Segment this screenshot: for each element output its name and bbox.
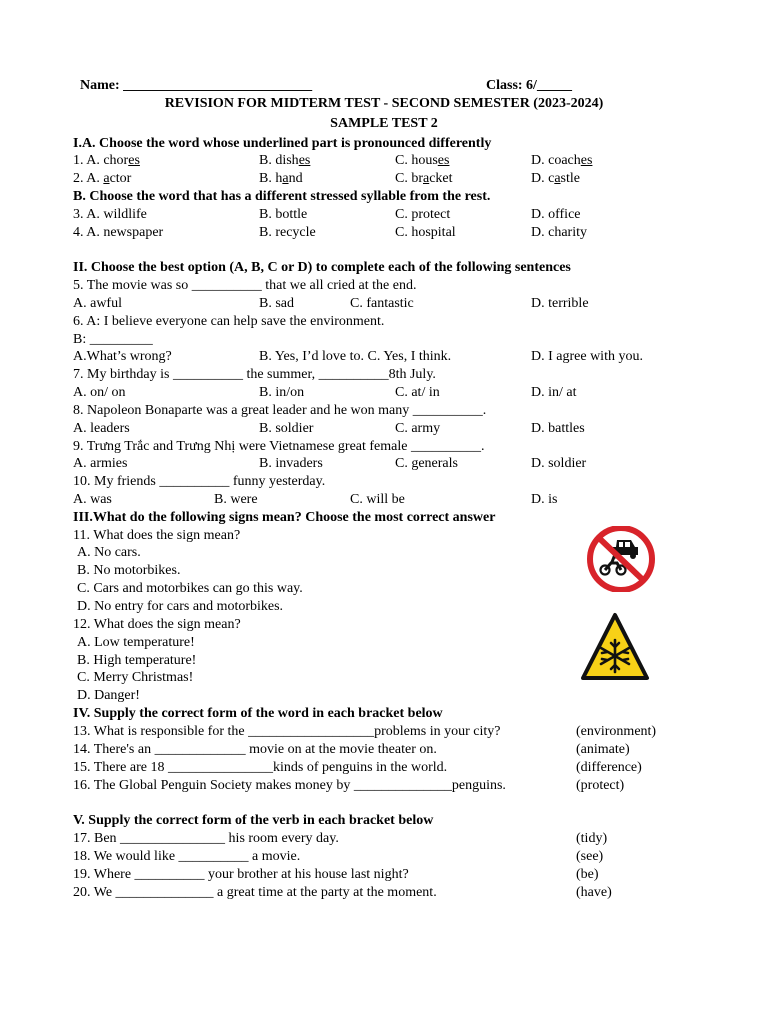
q19-text: 19. Where __________ your brother at his house last night? xyxy=(73,867,409,882)
name-field-label: Name: ___________________________ xyxy=(80,78,313,93)
no-cars-motorbikes-sign-icon xyxy=(586,526,656,592)
q5-option-b: B. sad xyxy=(259,296,294,311)
q11-option-c: C. Cars and motorbikes can go this way. xyxy=(77,581,303,596)
q14-hint: (animate) xyxy=(576,742,630,757)
q6-option-a: A.What’s wrong? xyxy=(73,349,172,364)
q3-option-a: 3. A. wildlife xyxy=(73,207,147,222)
q10-option-a: A. was xyxy=(73,492,112,507)
q3-option-c: C. protect xyxy=(395,207,451,222)
q7-stem: 7. My birthday is __________ the summer, __________8th July. xyxy=(73,367,436,382)
q1-option-b: B. dishes xyxy=(259,153,311,168)
q8-option-b: B. soldier xyxy=(259,421,314,436)
class-field-label: Class: 6/_____ xyxy=(486,78,572,93)
q12-option-d: D. Danger! xyxy=(77,688,140,703)
q2-option-c: C. bracket xyxy=(395,171,453,186)
q7-option-d: D. in/ at xyxy=(531,385,577,400)
q18-text: 18. We would like __________ a movie. xyxy=(73,849,301,864)
q1-option-a: 1. A. chores xyxy=(73,153,140,168)
q10-stem: 10. My friends __________ funny yesterday. xyxy=(73,474,326,489)
q6-option-b-c: B. Yes, I’d love to. C. Yes, I think. xyxy=(259,349,452,364)
q20-hint: (have) xyxy=(576,885,612,900)
q8-stem: 8. Napoleon Bonaparte was a great leader and he won many __________. xyxy=(73,403,487,418)
q15-text: 15. There are 18 _______________kinds of penguins in the world. xyxy=(73,760,448,775)
q12-option-a: A. Low temperature! xyxy=(77,635,195,650)
q9-option-b: B. invaders xyxy=(259,456,323,471)
q11-stem: 11. What does the sign mean? xyxy=(73,528,241,543)
section-1a-heading: I.A. Choose the word whose underlined part is pronounced differently xyxy=(73,136,492,151)
q4-option-c: C. hospital xyxy=(395,225,456,240)
q12-stem: 12. What does the sign mean? xyxy=(73,617,241,632)
q9-stem: 9. Trưng Trắc and Trưng Nhị were Vietnamese great female __________. xyxy=(73,439,485,454)
q4-option-d: D. charity xyxy=(531,225,587,240)
section-1b-heading: B. Choose the word that has a different stressed syllable from the rest. xyxy=(73,189,491,204)
q12-option-b: B. High temperature! xyxy=(77,653,197,668)
q14-text: 14. There's an _____________ movie on at the movie theater on. xyxy=(73,742,437,757)
q17-hint: (tidy) xyxy=(576,831,608,846)
q1-option-c: C. houses xyxy=(395,153,450,168)
q17-text: 17. Ben _______________ his room every day. xyxy=(73,831,339,846)
q7-option-a: A. on/ on xyxy=(73,385,126,400)
q4-option-a: 4. A. newspaper xyxy=(73,225,164,240)
q10-option-c: C. will be xyxy=(350,492,405,507)
q10-option-d: D. is xyxy=(531,492,558,507)
q5-option-c: C. fantastic xyxy=(350,296,414,311)
q19-hint: (be) xyxy=(576,867,599,882)
q6-stem: 6. A: I believe everyone can help save the environment. xyxy=(73,314,385,329)
q3-option-d: D. office xyxy=(531,207,581,222)
q9-option-d: D. soldier xyxy=(531,456,587,471)
q18-hint: (see) xyxy=(576,849,604,864)
q5-stem: 5. The movie was so __________ that we all cried at the end. xyxy=(73,278,417,293)
q9-option-c: C. generals xyxy=(395,456,458,471)
q7-option-c: C. at/ in xyxy=(395,385,440,400)
q16-text: 16. The Global Penguin Society makes money by ______________penguins. xyxy=(73,778,506,793)
section-3-heading: III.What do the following signs mean? Choose the most correct answer xyxy=(73,510,496,525)
q5-option-a: A. awful xyxy=(73,296,122,311)
page-subtitle: SAMPLE TEST 2 xyxy=(330,116,438,131)
q13-hint: (environment) xyxy=(576,724,657,739)
q10-option-b: B. were xyxy=(214,492,258,507)
q11-option-b: B. No motorbikes. xyxy=(77,563,181,578)
q8-option-c: C. army xyxy=(395,421,441,436)
section-2-heading: II. Choose the best option (A, B, C or D) to complete each of the following sentences xyxy=(73,260,571,275)
q9-option-a: A. armies xyxy=(73,456,128,471)
q3-option-b: B. bottle xyxy=(259,207,308,222)
q2-option-d: D. castle xyxy=(531,171,580,186)
q2-option-b: B. hand xyxy=(259,171,303,186)
q2-option-a: 2. A. actor xyxy=(73,171,132,186)
q8-option-d: D. battles xyxy=(531,421,585,436)
q8-option-a: A. leaders xyxy=(73,421,130,436)
q15-hint: (difference) xyxy=(576,760,642,775)
q4-option-b: B. recycle xyxy=(259,225,316,240)
q7-option-b: B. in/on xyxy=(259,385,305,400)
section-5-heading: V. Supply the correct form of the verb in each bracket below xyxy=(73,813,434,828)
q11-option-a: A. No cars. xyxy=(77,545,141,560)
q16-hint: (protect) xyxy=(576,778,625,793)
section-4-heading: IV. Supply the correct form of the word in each bracket below xyxy=(73,706,443,721)
q20-text: 20. We ______________ a great time at the party at the moment. xyxy=(73,885,437,900)
q12-option-c: C. Merry Christmas! xyxy=(77,670,194,685)
q1-option-d: D. coaches xyxy=(531,153,593,168)
q6-stem-b: B: _________ xyxy=(73,332,153,347)
q11-option-d: D. No entry for cars and motorbikes. xyxy=(77,599,284,614)
page-title: REVISION FOR MIDTERM TEST - SECOND SEMESTER (2023-2024) xyxy=(164,96,604,111)
q6-option-d: D. I agree with you. xyxy=(531,349,643,364)
snowflake-warning-sign-icon xyxy=(580,612,650,682)
q5-option-d: D. terrible xyxy=(531,296,589,311)
q13-text: 13. What is responsible for the __________________problems in your city? xyxy=(73,724,501,739)
